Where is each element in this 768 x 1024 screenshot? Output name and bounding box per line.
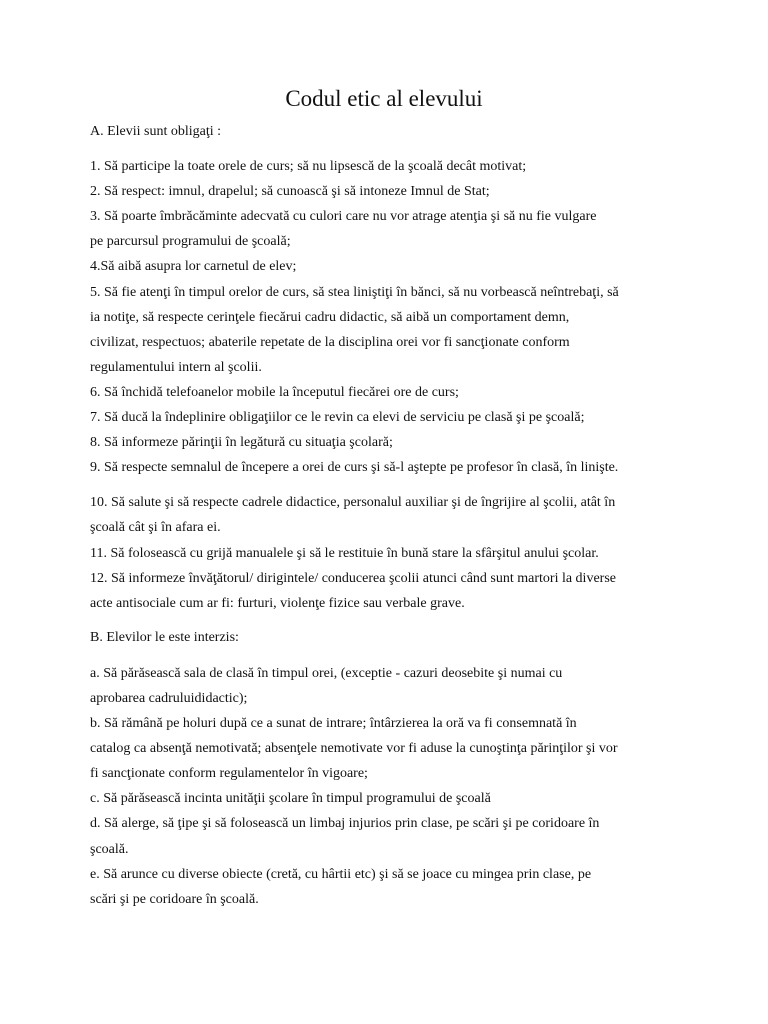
- section-a-line: şcoală cât şi în afara ei.: [90, 520, 221, 535]
- section-a-line: 4.Să aibă asupra lor carnetul de elev;: [90, 259, 297, 274]
- section-b-line: aprobarea cadruluididactic);: [90, 691, 248, 706]
- section-a-line: 1. Să participe la toate orele de curs; să nu lipsescă de la şcoală decât motivat;: [90, 159, 527, 174]
- section-a-line: civilizat, respectuos; abaterile repetate de la disciplina orei vor fi sancţionate conform: [90, 335, 570, 350]
- section-b-line: scări şi pe coridoare în şcoală.: [90, 892, 259, 907]
- section-b-line: a. Să părăsească sala de clasă în timpul orei, (exceptie - cazuri deosebite şi numai cu: [90, 666, 563, 681]
- section-a-heading: A. Elevii sunt obligaţi :: [90, 124, 222, 139]
- section-a-line: 7. Să ducă la îndeplinire obligaţiilor ce le revin ca elevi de serviciu pe clasă şi pe şcoală;: [90, 410, 585, 425]
- section-a-line: 2. Să respect: imnul, drapelul; să cunoască şi să intoneze Imnul de Stat;: [90, 184, 490, 199]
- section-a-line: 6. Să închidă telefoanelor mobile la începutul fiecărei ore de curs;: [90, 385, 459, 400]
- section-a-line: pe parcursul programului de şcoală;: [90, 234, 291, 249]
- section-a-line: 3. Să poarte îmbrăcăminte adecvată cu culori care nu vor atrage atenţia şi să nu fie vulgare: [90, 209, 597, 224]
- section-b-line: şcoală.: [90, 842, 129, 857]
- section-a-line: ia notiţe, să respecte cerinţele fiecărui cadru didactic, să aibă un comportament demn,: [90, 310, 570, 325]
- document-title: Codul etic al elevului: [285, 86, 483, 111]
- section-a-line: acte antisociale cum ar fi: furturi, violenţe fizice sau verbale grave.: [90, 596, 465, 611]
- section-a-line: 5. Să fie atenţi în timpul orelor de curs, să stea liniştiţi în bănci, să nu vorbească neîntrebaţi, să: [90, 285, 619, 300]
- section-a-line: 11. Să folosească cu grijă manualele şi să le restituie în bună stare la sfârşitul anului şcolar.: [90, 546, 599, 561]
- section-a-line: regulamentului intern al şcolii.: [90, 360, 262, 375]
- section-b-line: fi sancţionate conform regulamentelor în vigoare;: [90, 766, 368, 781]
- section-b-line: e. Să arunce cu diverse obiecte (cretă, cu hârtii etc) şi să se joace cu mingea prin clase, pe: [90, 867, 592, 882]
- section-b-line: d. Să alerge, să ţipe şi să folosească un limbaj injurios prin clase, pe scări şi pe coridoare în: [90, 816, 600, 831]
- section-a-line: 12. Să informeze învăţătorul/ dirigintele/ conducerea şcolii atunci când sunt martori la diverse: [90, 571, 616, 586]
- section-b-heading: B. Elevilor le este interzis:: [90, 630, 239, 645]
- section-a-line: 9. Să respecte semnalul de începere a orei de curs şi să-l aştepte pe profesor în clasă, în linişte.: [90, 460, 619, 475]
- section-a-line: 8. Să informeze părinţii în legătură cu situaţia şcolară;: [90, 435, 393, 450]
- section-a-line: 10. Să salute şi să respecte cadrele didactice, personalul auxiliar şi de îngrijire al şcolii, atât în: [90, 495, 616, 510]
- section-b-line: c. Să părăsească incinta unităţii şcolare în timpul programului de şcoală: [90, 791, 491, 806]
- section-b-line: b. Să rămână pe holuri după ce a sunat de intrare; întârzierea la oră va fi consemnată în: [90, 716, 577, 731]
- section-b-line: catalog ca absenţă nemotivată; absenţele nemotivate vor fi aduse la cunoştinţa părinţilor şi vor: [90, 741, 618, 756]
